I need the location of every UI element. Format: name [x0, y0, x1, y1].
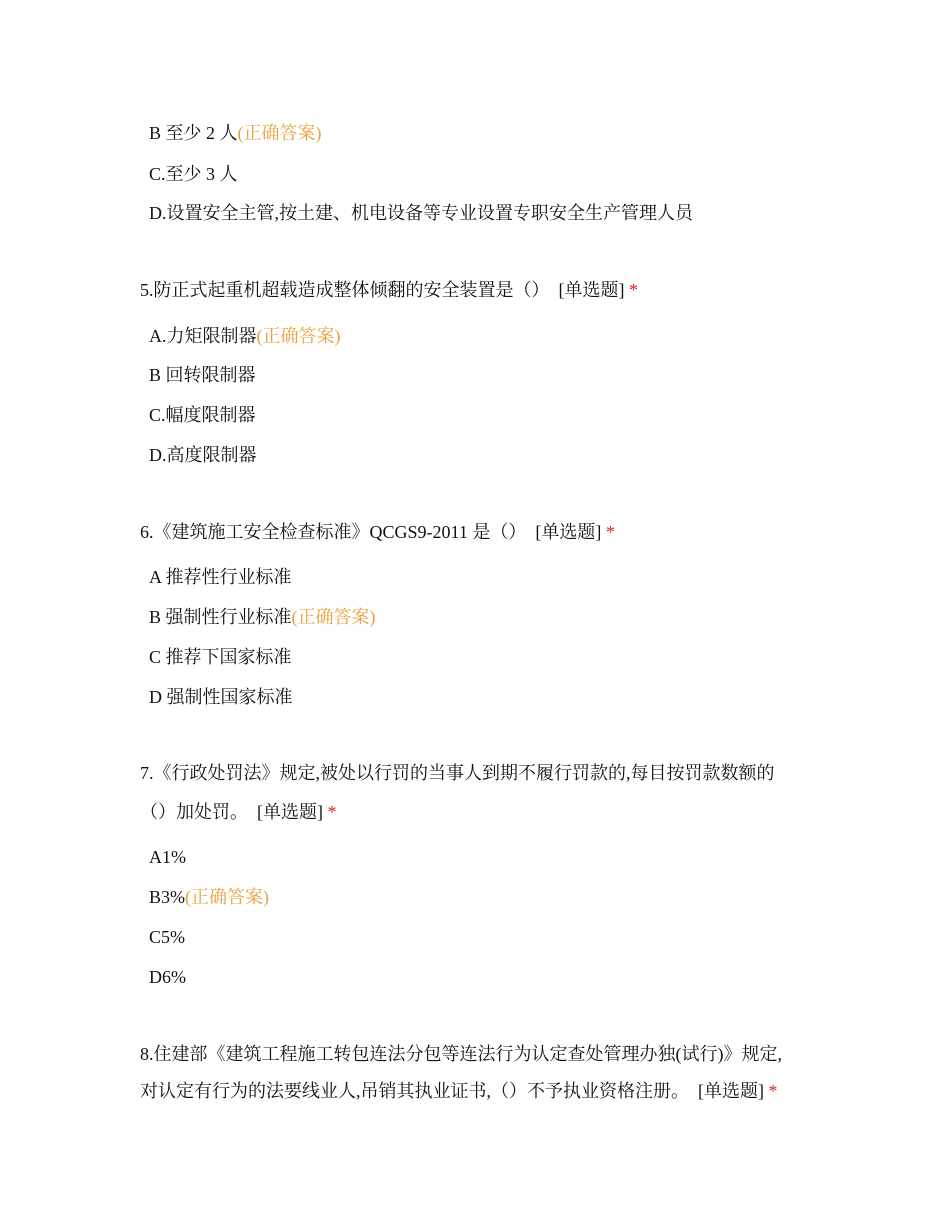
option-text: A.力矩限制器	[149, 326, 257, 346]
question-text: 7.《行政处罚法》规定,被处以行罚的当事人到期不履行罚款的,每目按罚款数额的	[140, 763, 775, 783]
correct-answer-tag: (正确答案)	[256, 326, 341, 346]
option-text: C5%	[149, 927, 185, 947]
question-text: 对认定有行为的法要线业人,吊销其执业证书,（）不予执业资格注册。	[140, 1081, 689, 1101]
option-text: B3%	[149, 887, 185, 907]
required-mark: *	[605, 522, 615, 542]
q4-option-d[interactable]	[149, 201, 693, 225]
option-text: A1%	[149, 847, 186, 867]
option-text: D6%	[149, 967, 186, 987]
question-text: 8.住建部《建筑工程施工转包连法分包等连法行为认定查处管理办独(试行)》规定,	[140, 1044, 782, 1064]
q4-option-b[interactable]	[149, 121, 322, 145]
q7-option-d[interactable]	[149, 965, 186, 989]
q7-title-line2	[140, 800, 337, 824]
question-type: [单选题]	[535, 522, 602, 542]
q8-title-line1	[140, 1042, 782, 1066]
question-type: [单选题]	[257, 802, 323, 822]
option-text: C.至少 3 人	[149, 164, 238, 184]
question-text: 5.防正式起重机超载造成整体倾翻的安全装置是（）	[140, 280, 550, 300]
q6-title	[140, 520, 615, 544]
option-text: B 回转限制器	[149, 365, 256, 385]
option-text: D.设置安全主管,按土建、机电设备等专业设置专职安全生产管理人员	[149, 203, 693, 223]
required-mark: *	[629, 280, 638, 300]
question-text: （）加处罚。	[140, 802, 248, 822]
option-text: A 推荐性行业标准	[149, 567, 292, 587]
question-type: [单选题]	[698, 1081, 764, 1101]
option-text: C.幅度限制器	[149, 405, 256, 425]
q8-title-line2	[140, 1079, 778, 1103]
q7-option-a[interactable]	[149, 845, 186, 869]
option-text: B 至少 2 人	[149, 123, 238, 143]
option-text: B 强制性行业标准	[149, 607, 292, 627]
q6-option-d[interactable]	[149, 685, 293, 709]
q7-option-b[interactable]	[149, 885, 269, 909]
required-mark: *	[327, 802, 337, 822]
q5-title	[140, 278, 638, 302]
question-type: [单选题]	[558, 280, 625, 300]
option-text: C 推荐下国家标准	[149, 647, 292, 667]
q5-option-b[interactable]	[149, 363, 256, 387]
q6-option-b[interactable]	[149, 605, 376, 629]
correct-answer-tag: (正确答案)	[237, 123, 322, 143]
question-text: 6.《建筑施工安全检查标准》QCGS9-2011 是（）	[140, 522, 527, 542]
q6-option-c[interactable]	[149, 645, 292, 669]
correct-answer-tag: (正确答案)	[185, 887, 269, 907]
q7-option-c[interactable]	[149, 925, 185, 949]
q5-option-d[interactable]	[149, 443, 257, 467]
option-text: D 强制性国家标准	[149, 687, 293, 707]
option-text: D.高度限制器	[149, 445, 257, 465]
correct-answer-tag: (正确答案)	[291, 607, 376, 627]
q5-option-c[interactable]	[149, 403, 256, 427]
q7-title-line1	[140, 761, 775, 785]
q6-option-a[interactable]	[149, 565, 292, 589]
q5-option-a[interactable]	[149, 324, 341, 348]
q4-option-c[interactable]	[149, 162, 238, 186]
required-mark: *	[768, 1081, 778, 1101]
